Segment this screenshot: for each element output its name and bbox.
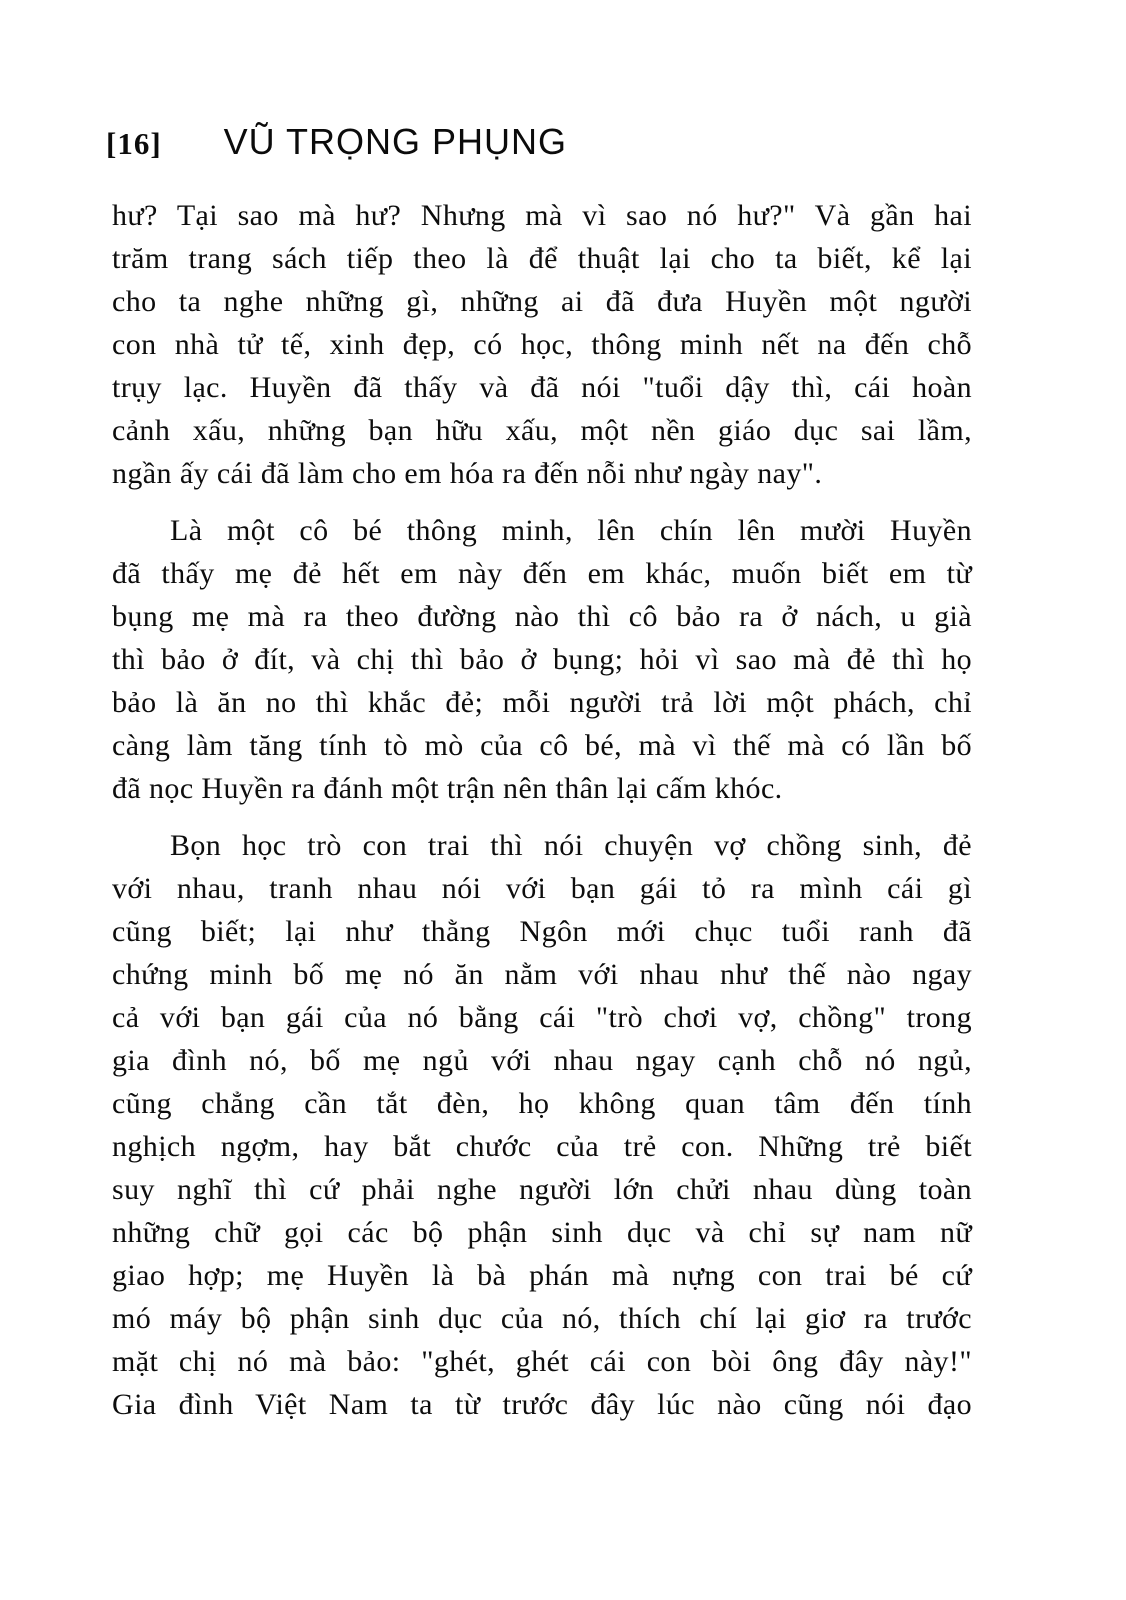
page-header: [106, 121, 986, 162]
text-line: ngần ấy cái đã làm cho em hóa ra đến nỗi như ngày nay".: [112, 457, 823, 490]
text-line: thì bảo ở đít, và chị thì bảo ở bụng; hỏi vì sao mà đẻ thì họ: [112, 643, 972, 676]
text-line: đã nọc Huyền ra đánh một trận nên thân lại cấm khóc.: [112, 772, 783, 805]
text-line: mó máy bộ phận sinh dục của nó, thích chí lại giơ ra trước: [112, 1302, 972, 1335]
text-line: cũng biết; lại như thằng Ngôn mới chục tuổi ranh đã: [112, 915, 972, 948]
text-line: cả với bạn gái của nó bằng cái "trò chơi vợ, chồng" trong: [112, 1001, 972, 1034]
running-header-author: VŨ TRỌNG PHỤNG: [223, 121, 568, 162]
text-line: chứng minh bố mẹ nó ăn nằm với nhau như thế nào ngay: [112, 958, 972, 991]
text-line: bụng mẹ mà ra theo đường nào thì cô bảo ra ở nách, u già: [112, 600, 972, 633]
text-line: Gia đình Việt Nam ta từ trước đây lúc nào cũng nói đạo: [112, 1388, 972, 1421]
text-line: Là một cô bé thông minh, lên chín lên mười Huyền: [170, 514, 972, 547]
paragraph: [112, 824, 972, 1426]
text-line: cảnh xấu, những bạn hữu xấu, một nền giáo dục sai lầm,: [112, 414, 972, 447]
text-line: gia đình nó, bố mẹ ngủ với nhau ngay cạnh chỗ nó ngủ,: [112, 1044, 972, 1077]
page-number: [16]: [106, 126, 162, 161]
text-line: con nhà tử tế, xinh đẹp, có học, thông minh nết na đến chỗ: [112, 328, 972, 361]
text-line: với nhau, tranh nhau nói với bạn gái tỏ ra mình cái gì: [112, 872, 972, 905]
paragraph: [112, 194, 972, 495]
text-line: Bọn học trò con trai thì nói chuyện vợ chồng sinh, đẻ: [170, 829, 972, 862]
text-line: nghịch ngợm, hay bắt chước của trẻ con. Những trẻ biết: [112, 1130, 972, 1163]
text-line: càng làm tăng tính tò mò của cô bé, mà vì thế mà có lần bố: [112, 729, 972, 762]
paragraph: [112, 509, 972, 810]
text-line: cho ta nghe những gì, những ai đã đưa Huyền một người: [112, 285, 972, 318]
text-line: giao hợp; mẹ Huyền là bà phán mà nựng con trai bé cứ: [112, 1259, 972, 1292]
text-line: trăm trang sách tiếp theo là để thuật lại cho ta biết, kể lại: [112, 242, 972, 275]
text-line: hư? Tại sao mà hư? Nhưng mà vì sao nó hư?" Và gần hai: [112, 199, 972, 232]
text-line: suy nghĩ thì cứ phải nghe người lớn chửi nhau dùng toàn: [112, 1173, 972, 1206]
text-line: cũng chẳng cần tắt đèn, họ không quan tâm đến tính: [112, 1087, 972, 1120]
text-line: đã thấy mẹ đẻ hết em này đến em khác, muốn biết em từ: [112, 557, 972, 590]
body-text: [112, 194, 972, 1426]
text-line: những chữ gọi các bộ phận sinh dục và chỉ sự nam nữ: [112, 1216, 972, 1249]
text-line: mặt chị nó mà bảo: "ghét, ghét cái con bòi ông đây này!": [112, 1345, 972, 1378]
text-line: trụy lạc. Huyền đã thấy và đã nói "tuổi dậy thì, cái hoàn: [112, 371, 972, 404]
text-line: bảo là ăn no thì khắc đẻ; mỗi người trả lời một phách, chỉ: [112, 686, 972, 719]
